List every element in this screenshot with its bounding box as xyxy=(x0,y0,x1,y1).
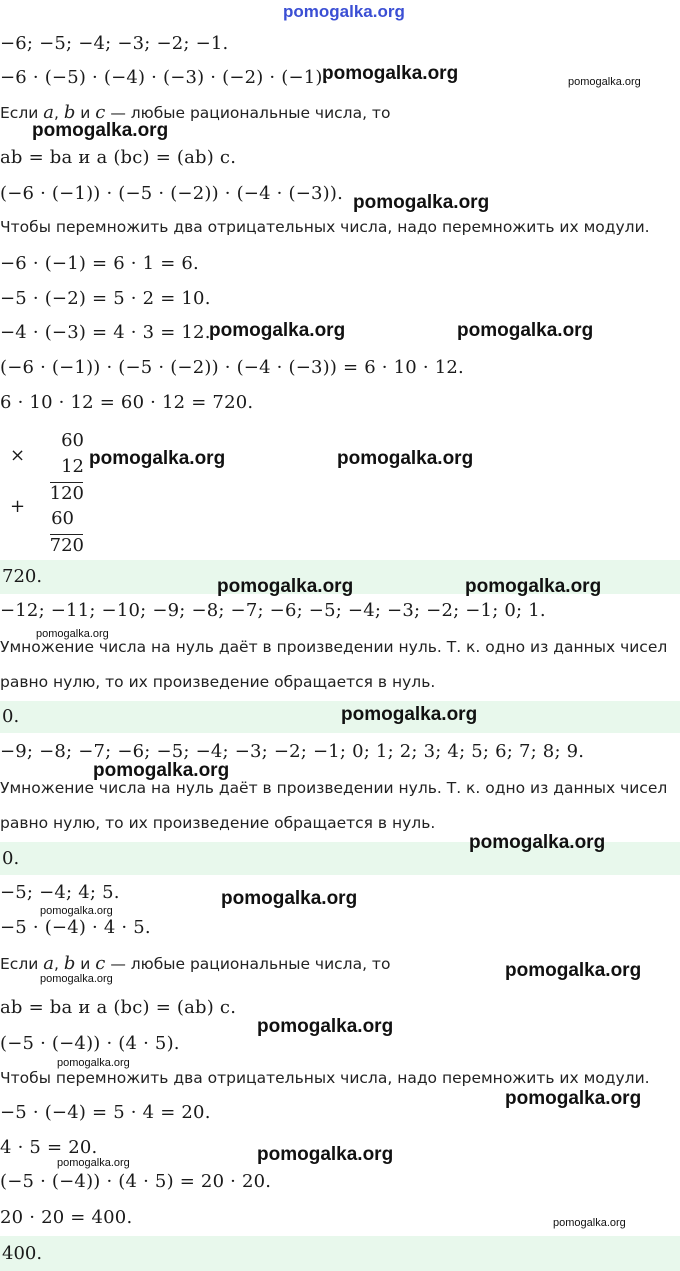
watermark: pomogalka.org xyxy=(457,320,594,341)
math-line: ab = ba и a (bc) = (ab) c. xyxy=(0,147,237,168)
math-line: (−5 · (−4)) · (4 · 5). xyxy=(0,1033,180,1054)
watermark: pomogalka.org xyxy=(221,888,358,909)
watermark: pomogalka.org xyxy=(341,704,478,725)
math-line: −6 · (−5) · (−4) · (−3) · (−2) · (−1). xyxy=(0,67,329,88)
text-line: Умножение числа на нуль даёт в произведении нуль. Т. к. одно из данных чисел xyxy=(0,638,668,656)
text-line: равно нулю, то их произведение обращается в нуль. xyxy=(0,814,436,832)
math-line: ab = ba и a (bc) = (ab) c. xyxy=(0,997,237,1018)
watermark: pomogalka.org xyxy=(36,628,109,640)
math-line: 4 · 5 = 20. xyxy=(0,1137,98,1158)
watermark: pomogalka.org xyxy=(353,192,490,213)
watermark: pomogalka.org xyxy=(93,760,230,781)
factor-1: 60 xyxy=(61,430,84,451)
math-line: −5; −4; 4; 5. xyxy=(0,882,120,903)
watermark: pomogalka.org xyxy=(40,973,113,985)
watermark: pomogalka.org xyxy=(257,1016,394,1037)
math-line: (−5 · (−4)) · (4 · 5) = 20 · 20. xyxy=(0,1171,272,1192)
watermark: pomogalka.org xyxy=(505,960,642,981)
math-line: (−6 · (−1)) · (−5 · (−2)) · (−4 · (−3)) = 6 · 10 · 12. xyxy=(0,357,464,378)
text-line: Если a, b и c — любые рациональные числа, то xyxy=(0,102,391,123)
plus-sign: + xyxy=(10,496,26,517)
watermark: pomogalka.org xyxy=(57,1157,130,1169)
times-sign: × xyxy=(10,445,26,466)
watermark: pomogalka.org xyxy=(257,1144,394,1165)
watermark: pomogalka.org xyxy=(217,576,354,597)
watermark: pomogalka.org xyxy=(469,832,606,853)
watermark: pomogalka.org xyxy=(40,905,113,917)
math-line: −5 · (−2) = 5 · 2 = 10. xyxy=(0,288,211,309)
math-line: −5 · (−4) · 4 · 5. xyxy=(0,917,151,938)
math-line: −4 · (−3) = 4 · 3 = 12. xyxy=(0,322,211,343)
watermark: pomogalka.org xyxy=(465,576,602,597)
watermark: pomogalka.org xyxy=(209,320,346,341)
watermark: pomogalka.org xyxy=(505,1088,642,1109)
partial-2: 60 xyxy=(51,508,74,529)
text-line: Чтобы перемножить два отрицательных числа, надо перемножить их модули. xyxy=(0,1069,650,1087)
result: 720 xyxy=(49,535,84,556)
factor-2: 12 xyxy=(61,456,84,477)
math-line: 20 · 20 = 400. xyxy=(0,1207,133,1228)
answer-band: 720. xyxy=(0,560,680,594)
math-line: −9; −8; −7; −6; −5; −4; −3; −2; −1; 0; 1; 2; 3; 4; 5; 6; 7; 8; 9. xyxy=(0,741,585,762)
watermark: pomogalka.org xyxy=(32,120,169,141)
watermark: pomogalka.org xyxy=(89,448,226,469)
text-line: Если a, b и c — любые рациональные числа, то xyxy=(0,953,391,974)
answer-band: 0. xyxy=(0,701,680,733)
watermark: pomogalka.org xyxy=(57,1057,130,1069)
watermark: pomogalka.org xyxy=(322,63,459,84)
math-line: 6 · 10 · 12 = 60 · 12 = 720. xyxy=(0,392,254,413)
watermark: pomogalka.org xyxy=(553,1217,626,1229)
text-line: равно нулю, то их произведение обращается в нуль. xyxy=(0,673,436,691)
watermark: pomogalka.org xyxy=(568,76,641,88)
text-line: Чтобы перемножить два отрицательных числа, надо перемножить их модули. xyxy=(0,218,650,236)
math-line: −6 · (−1) = 6 · 1 = 6. xyxy=(0,253,199,274)
math-line: −5 · (−4) = 5 · 4 = 20. xyxy=(0,1102,211,1123)
text-line: Умножение числа на нуль даёт в произведении нуль. Т. к. одно из данных чисел xyxy=(0,779,668,797)
math-line: −12; −11; −10; −9; −8; −7; −6; −5; −4; −3; −2; −1; 0; 1. xyxy=(0,600,546,621)
header-site-link[interactable]: pomogalka.org xyxy=(283,2,405,21)
answer-band: 0. xyxy=(0,842,680,875)
answer-band: 400. xyxy=(0,1236,680,1271)
math-line: −6; −5; −4; −3; −2; −1. xyxy=(0,33,229,54)
watermark: pomogalka.org xyxy=(337,448,474,469)
math-line: (−6 · (−1)) · (−5 · (−2)) · (−4 · (−3)). xyxy=(0,183,344,204)
partial-1: 120 xyxy=(49,483,84,504)
